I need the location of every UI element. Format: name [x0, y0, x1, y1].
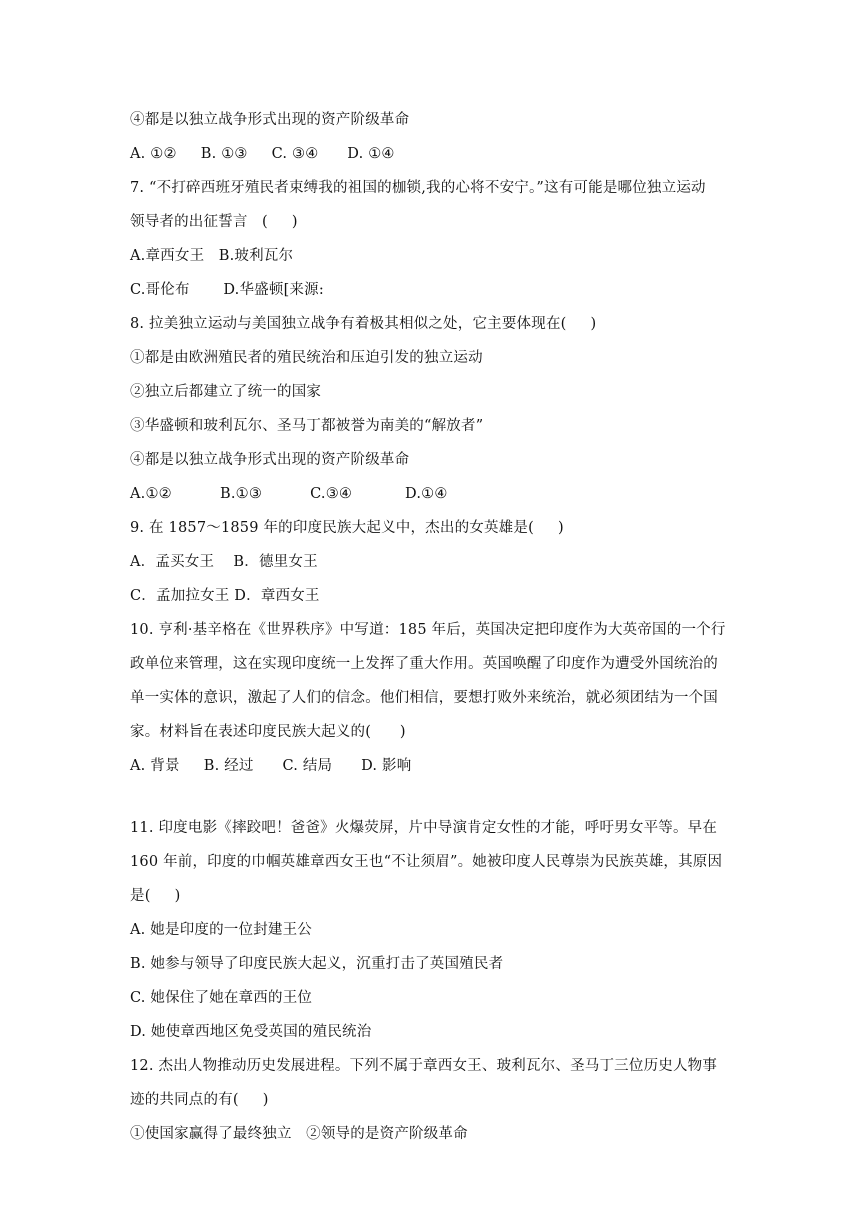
text-line: 160 年前，印度的巾帼英雄章西女王也“不让须眉”。她被印度人民尊崇为民族英雄，其原因	[130, 854, 723, 870]
text-line: ④都是以独立战争形式出现的资产阶级革命	[130, 112, 410, 128]
text-line: ②独立后都建立了统一的国家	[130, 384, 322, 400]
text-line: 是( )	[130, 888, 181, 904]
option-line: A. 她是印度的一位封建王公	[130, 922, 312, 938]
text-line: A. ①② B. ①③ C. ③④ D. ①④	[130, 146, 395, 162]
option-line: A. 背景 B. 经过 C. 结局 D. 影响	[130, 758, 412, 774]
question-11-stem: 11. 印度电影《摔跤吧！爸爸》火爆荧屏，片中导演肯定女性的才能，呼吁男女平等。早在	[130, 820, 718, 836]
text-line: 迹的共同点的有( )	[130, 1092, 269, 1108]
option-line: C.哥伦布 D.华盛顿[来源:	[130, 282, 324, 298]
question-10-stem: 10. 亨利·基辛格在《世界秩序》中写道：185 年后，英国决定把印度作为大英帝国的一个行	[130, 622, 726, 638]
question-12-stem: 12. 杰出人物推动历史发展进程。下列不属于章西女王、玻利瓦尔、圣马丁三位历史人物事	[130, 1058, 718, 1074]
option-line: B. 她参与领导了印度民族大起义，沉重打击了英国殖民者	[130, 956, 504, 972]
option-line: C．孟加拉女王 D．章西女王	[130, 588, 320, 604]
text-line: 单一实体的意识，激起了人们的信念。他们相信，要想打败外来统治，就必须团结为一个国	[130, 690, 718, 706]
option-line: D. 她使章西地区免受英国的殖民统治	[130, 1024, 372, 1040]
option-line: A.①② B.①③ C.③④ D.①④	[130, 486, 448, 502]
option-line: A．孟买女王 B．德里女王	[130, 554, 318, 570]
question-7-stem: 7. “不打碎西班牙殖民者束缚我的祖国的枷锁,我的心将不安宁。”这有可能是哪位独立运动	[130, 180, 706, 196]
text-line: 家。材料旨在表述印度民族大起义的( )	[130, 724, 406, 740]
question-8-stem: 8. 拉美独立运动与美国独立战争有着极其相似之处，它主要体现在( )	[130, 316, 597, 332]
option-line: C. 她保住了她在章西的王位	[130, 990, 313, 1006]
text-line: ③华盛顿和玻利瓦尔、圣马丁都被誉为南美的“解放者”	[130, 418, 484, 434]
question-9-stem: 9. 在 1857～1859 年的印度民族大起义中，杰出的女英雄是( )	[130, 520, 564, 536]
text-line: ④都是以独立战争形式出现的资产阶级革命	[130, 452, 410, 468]
text-line: 领导者的出征誓言 ( )	[130, 214, 298, 230]
text-line: ①都是由欧洲殖民者的殖民统治和压迫引发的独立运动	[130, 350, 483, 366]
text-line: ①使国家赢得了最终独立 ②领导的是资产阶级革命	[130, 1126, 468, 1142]
text-line: 政单位来管理，这在实现印度统一上发挥了重大作用。英国唤醒了印度作为遭受外国统治的	[130, 656, 718, 672]
option-line: A.章西女王 B.玻利瓦尔	[130, 248, 294, 264]
